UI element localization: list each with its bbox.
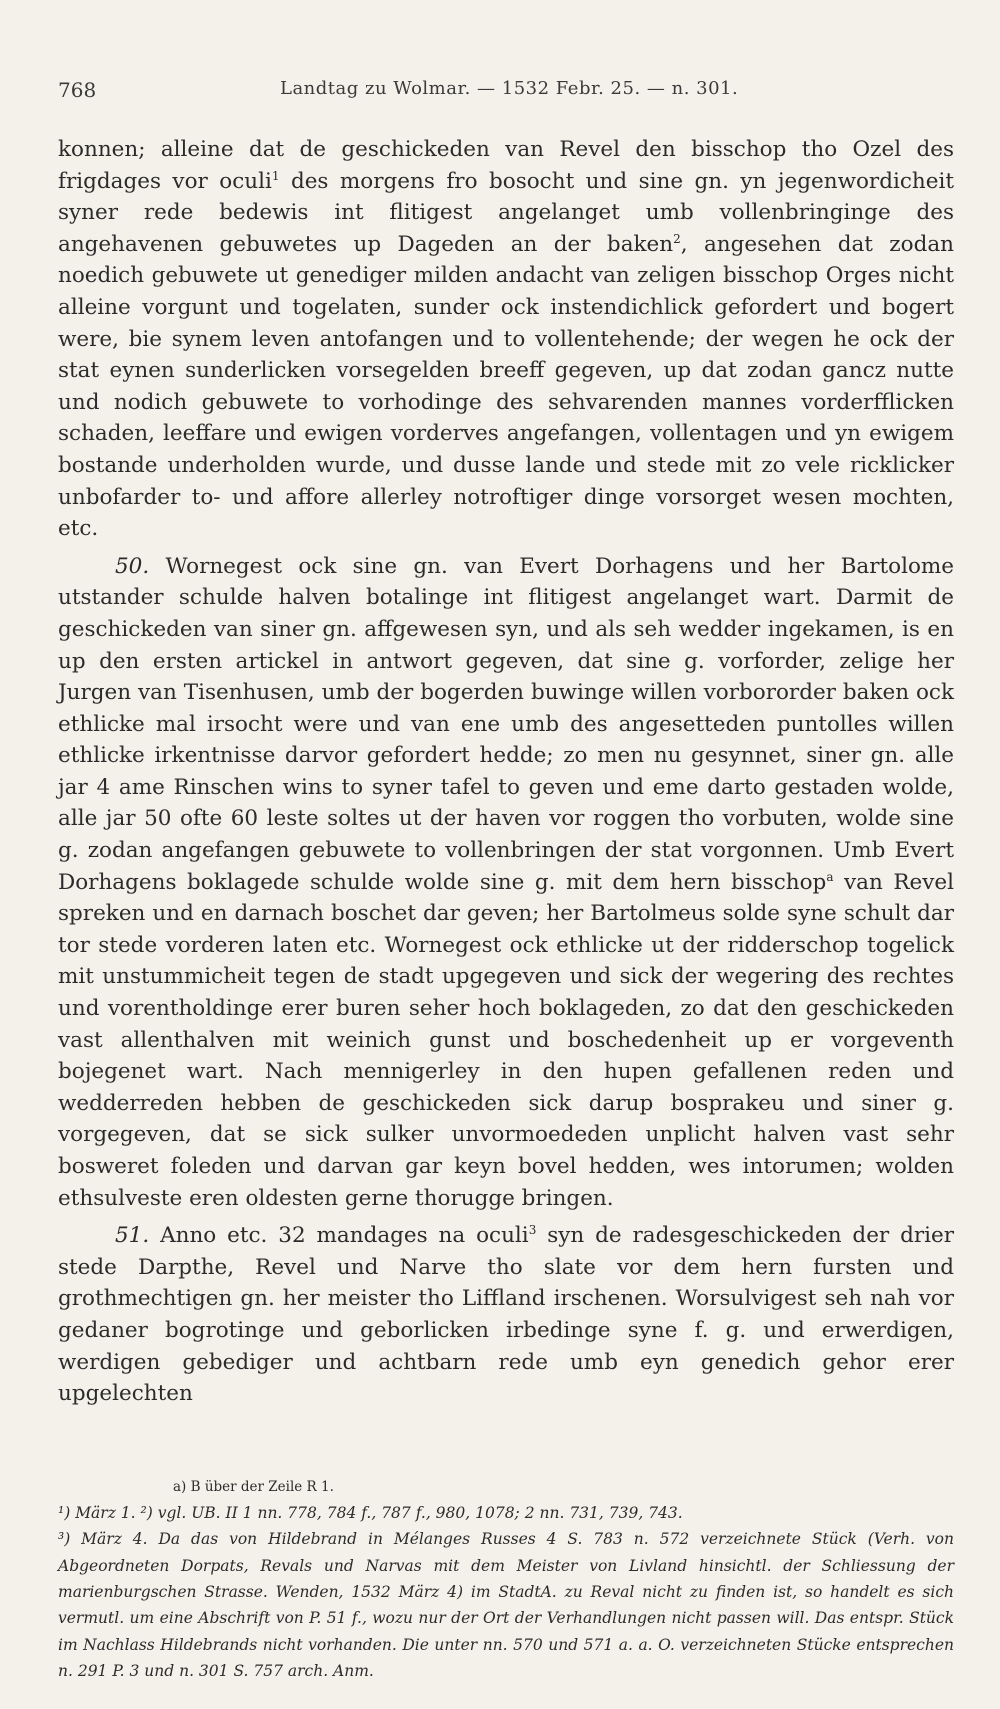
running-head: Landtag zu Wolmar. — 1532 Febr. 25. — n. 301. — [280, 78, 739, 99]
footnote-a: a) B über der Zeile R 1. — [173, 1478, 334, 1495]
page — [58, 70, 954, 1684]
footnote-ref: 3 — [528, 1223, 537, 1238]
footnotes — [58, 1474, 954, 1684]
section-50 — [58, 551, 954, 1214]
footnote-1-2: ¹) März 1. ²) vgl. UB. II 1 nn. 778, 784 f., 787 f., 980, 1078; 2 nn. 731, 739, 743. — [58, 1504, 683, 1523]
text-segment: Anno etc. 32 mandages na oculi — [149, 1223, 529, 1249]
section-number: 50. — [115, 553, 150, 579]
footnote-ref: 1 — [271, 168, 280, 183]
text-segment: konnen; alleine dat de geschickeden van Revel den bisschop tho Ozel des frigdages vor oculi — [58, 137, 954, 194]
footnote-3: ³) März 4. Da das von Hildebrand in Mélanges Russes 4 S. 783 n. 572 verzeichnete Stück (Verh. von Abgeordneten Dorpats, Revals und Narvas mit dem Meister von Livland hinsichtl. der Schliessung der marienburgschen Strasse. Wenden, 1532 März 4) im StadtA. zu Reval nicht zu finden ist, so handelt es sich vermutl. um eine Abschrift von P. 51 f., wozu nur der Ort der Verhandlungen nicht passen will. Das entspr. Stück im Nachlass Hildebrands nicht vorhanden. Die unter nn. 570 und 571 a. a. O. verzeichneten Stücke entsprechen n. 291 P. 3 und n. 301 S. 757 arch. Anm. — [58, 1530, 954, 1680]
body-text — [58, 134, 954, 1410]
section-51 — [58, 1220, 954, 1410]
page-number: 768 — [58, 78, 97, 102]
paragraph — [58, 134, 954, 545]
text-segment: syn de radesgeschickeden der drier stede Darpthe, Revel und Narve tho slate vor dem hern fursten und grothmechtigen gn. her meister tho Liffland irschenen. Worsulvigest seh nah vor gedaner bogrotinge und geborlicken irbedinge syne f. g. und erwerdigen, werdigen gebediger und achtbarn rede umb eyn genedich gehor erer upgelechten — [58, 1223, 954, 1407]
footnote-ref: a — [826, 869, 834, 884]
text-segment: Wornegest ock sine gn. van Evert Dorhagens und her Bartolome utstander schulde halven botalinge int flitigest angelanget wart. Darmit de geschickeden van siner gn. affgewesen syn, und als seh wedder ingekamen, is en up den ersten artickel in antwort gegeven, dat sine g. vorforder, zelige her Jurgen van Tisenhusen, umb der bogerden buwinge willen vorbororder baken ock ethlicke mal irsocht were und van ene umb des angesetteden puntolles willen ethlicke irkentnisse darvor gefordert hedde; zo men nu gesynnet, siner gn. alle jar 4 ame Rinschen wins to syner tafel to geven und eme darto gestaden wolde, alle jar 50 ofte 60 leste soltes ut der haven vor roggen tho vorbuten, wolde sine g. zodan angefangen gebuwete to vollenbringen der stat vorgonnen. Umb Evert Dorhagens boklagede schulde wolde sine g. mit dem hern bisschop — [58, 553, 954, 895]
page-header — [58, 70, 954, 100]
text-segment: van Revel spreken und en darnach boschet dar geven; her Bartolmeus solde syne schult dar tor stede vorderen laten etc. Wornegest ock ethlicke ut der ridderschop togelick mit unstummicheit tegen de stadt upgegeven und sick der wegering des rechtes und vorentholdinge erer buren seher hoch boklageden, zo dat den geschickeden vast allenthalven mit weinich gunst und boschedenheit up er vorgeventh bojegenet wart. Nach mennigerley in den hupen gefallenen reden und wedderreden hebben de geschickeden sick darup bosprakeu und siner g. vorgegeven, dat se sick sulker unvormoededen unplicht halven vast sehr bosweret foleden und darvan gar keyn bovel hedden, wes intorumen; wolden ethsulveste eren oldesten gerne thorugge bringen. — [58, 869, 954, 1211]
section-number: 51. — [115, 1223, 150, 1249]
footnote-ref: 2 — [673, 231, 681, 246]
text-segment: , angesehen dat zodan noedich gebuwete ut genediger milden andacht van zeligen bisschop Orges nicht alleine vorgunt und togelaten, sunder ock instendichlick gefordert und bogert were, bie synem leven antofangen und to vollentehende; der wegen he ock der stat eynen sunderlicken vorsegelden breeff gegeven, up dat zodan gancz nutte und nodich gebuwete to vorhodinge des sehvarenden mannes vorderfflicken schaden, leeffare und ewigen vorderves angefangen, vollentagen und yn ewigem bostande underholden wurde, und dusse lande und stede mit zo vele ricklicker unbofarder to- und affore allerley notroftiger dinge vorsorget wesen mochten, etc. — [58, 231, 954, 542]
text-segment: des morgens fro bosocht und sine gn. yn jegenwordicheit syner rede bedewis int flitigest angelanget umb vollenbringinge des angehavenen gebuwetes up Dageden an der baken — [58, 168, 954, 257]
